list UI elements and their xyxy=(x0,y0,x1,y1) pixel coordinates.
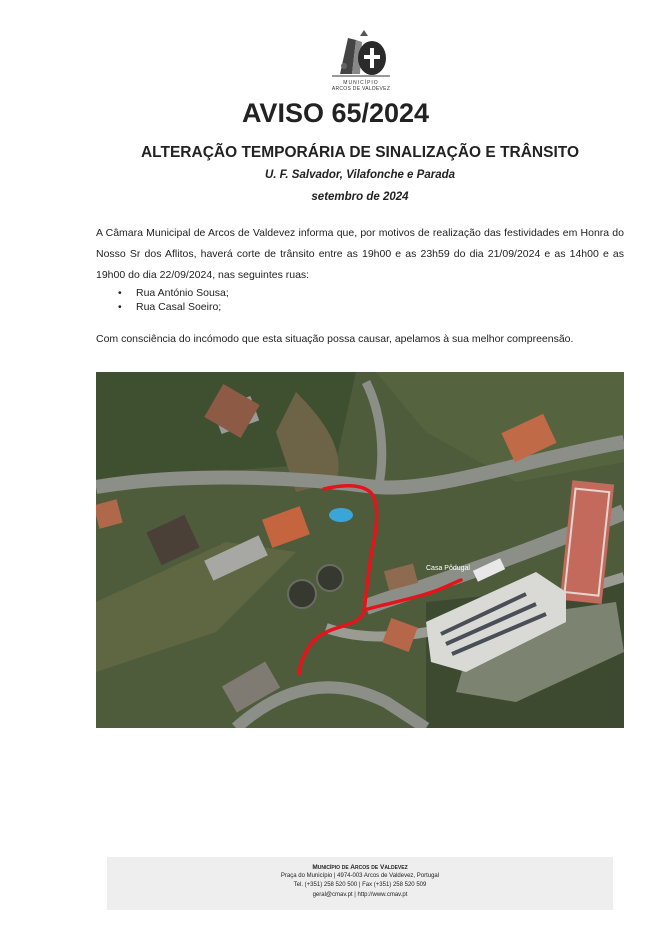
logo-text-name: ARCOS DE VALDEVEZ xyxy=(331,86,391,92)
footer-phone: Tel. (+351) 258 520 500 | Fax (+351) 258 520 509 xyxy=(293,882,427,889)
street-name: Rua António Sousa; xyxy=(136,287,229,299)
notice-date: setembro de 2024 xyxy=(311,191,409,203)
list-item xyxy=(118,286,229,300)
page-title: AVISO 65/2024 xyxy=(241,98,430,128)
municipality-logo xyxy=(322,28,400,92)
closing-text: Com consciência do incómodo que esta situação possa causar, apelamos à sua melhor compreensão. xyxy=(96,333,574,345)
bullet-icon: • xyxy=(118,287,122,299)
notice-location: U. F. Salvador, Vilafonche e Parada xyxy=(264,169,456,181)
map-place-label: Casa Pôdugal xyxy=(426,565,470,572)
coat-of-arms-icon xyxy=(322,28,400,80)
bullet-icon: • xyxy=(118,301,122,313)
page-footer xyxy=(107,857,613,910)
footer-org: Município de Arcos de Valdevez xyxy=(312,864,408,871)
street-name: Rua Casal Soeiro; xyxy=(136,301,222,313)
footer-address: Praça do Município | 4974-003 Arcos de Valdevez, Portugal xyxy=(280,873,440,880)
list-item xyxy=(118,300,229,314)
logo-text-municipio: MUNICÍPIO xyxy=(343,80,379,86)
notice-body: A Câmara Municipal de Arcos de Valdevez informa que, por motivos de realização das festividades em Honra do Nosso Sr dos Aflitos, haverá corte de trânsito entre as 19h00 e as 23h59 do dia 21/09/2024 e as 14h00 e as 19h00 do dia 22/09/2024, nas seguintes ruas: xyxy=(96,227,624,281)
street-list xyxy=(118,286,229,314)
notice-subtitle: ALTERAÇÃO TEMPORÁRIA DE SINALIZAÇÃO E TRÂNSITO xyxy=(140,144,580,161)
footer-contact-link[interactable]: geral@cmav.pt | http://www.cmav.pt xyxy=(312,891,408,898)
satellite-map xyxy=(96,372,624,728)
